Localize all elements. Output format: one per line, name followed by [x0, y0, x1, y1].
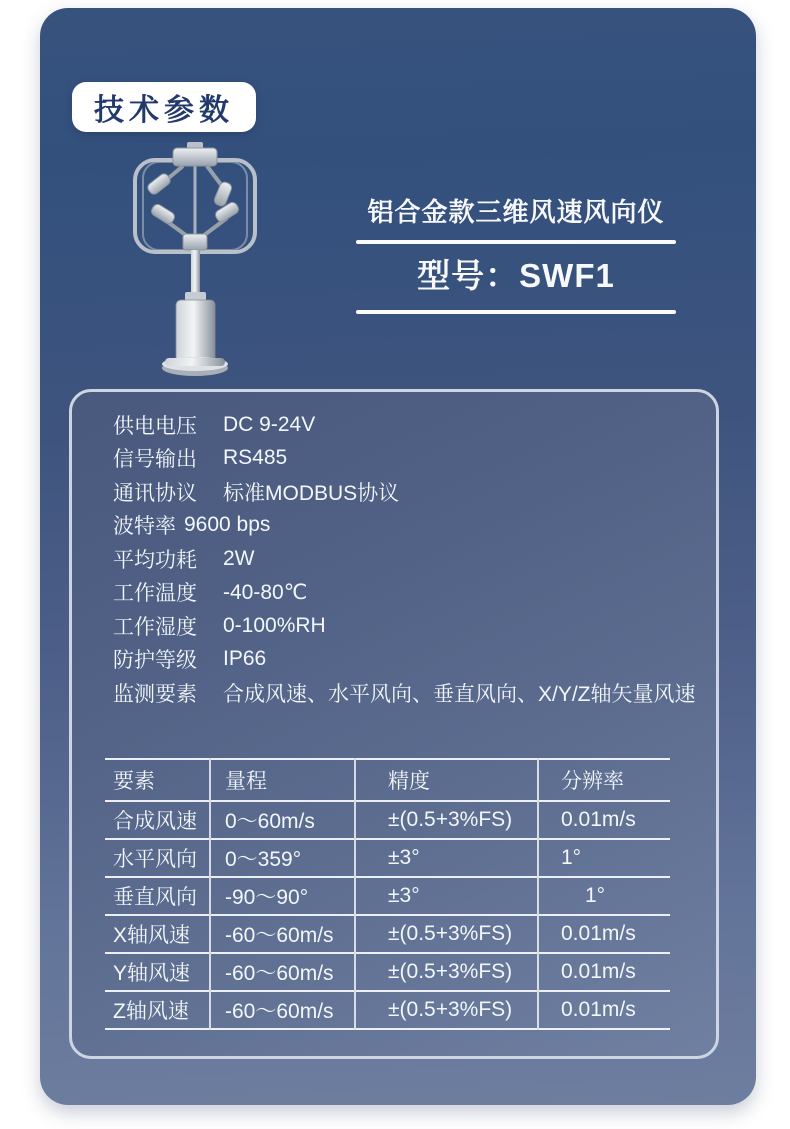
table-cell: 0～359° — [210, 839, 355, 877]
table-cell: X轴风速 — [105, 915, 210, 953]
product-card — [40, 8, 756, 1105]
table-cell: 0～60m/s — [210, 801, 355, 839]
spec-value: 0-100%RH — [223, 613, 326, 637]
spec-label: 信号输出 — [113, 448, 197, 472]
spec-value: DC 9-24V — [223, 412, 316, 436]
spec-row-protocol — [113, 475, 696, 509]
spec-panel — [69, 389, 719, 1059]
column-header-element: 要素 — [105, 759, 210, 801]
spec-row-power — [113, 408, 696, 442]
anemometer-lower-joint — [183, 234, 207, 250]
column-header-accuracy: 精度 — [355, 759, 538, 801]
anemometer-top-mount — [173, 148, 217, 166]
anemometer-base-plate — [165, 358, 225, 366]
spec-value: 合成风速、水平风向、垂直风向、X/Y/Z轴矢量风速 — [223, 682, 696, 706]
spec-value: 标准MODBUS协议 — [223, 481, 400, 505]
spec-value: 2W — [223, 546, 255, 570]
table-row — [105, 953, 670, 991]
table-cell: Y轴风速 — [105, 953, 210, 991]
spec-row-operating-temperature — [113, 576, 696, 610]
spec-label: 防护等级 — [113, 649, 197, 673]
divider-bottom — [356, 310, 676, 314]
table-cell: -90～90° — [210, 877, 355, 915]
spec-label: 供电电压 — [113, 414, 197, 438]
product-model: 型号：SWF1 — [417, 257, 615, 294]
title-block — [356, 196, 676, 314]
product-name: 铝合金款三维风速风向仪 — [367, 197, 665, 227]
spec-label: 工作湿度 — [113, 615, 197, 639]
anemometer-transducer-heads — [146, 172, 241, 226]
spec-label: 平均功耗 — [113, 548, 197, 572]
table-cell: ±3° — [355, 839, 538, 877]
table-cell: 合成风速 — [105, 801, 210, 839]
spec-value: RS485 — [223, 446, 288, 470]
table-cell: -60～60m/s — [210, 991, 355, 1029]
table-cell: 0.01m/s — [561, 808, 636, 831]
divider-top — [356, 240, 676, 244]
product-photo — [95, 140, 295, 378]
spec-row-power-consumption — [113, 542, 696, 576]
spec-label: 通讯协议 — [113, 481, 197, 505]
spec-value: -40-80℃ — [223, 580, 308, 604]
table-cell: Z轴风速 — [105, 991, 210, 1029]
anemometer-stem — [191, 250, 200, 298]
spec-row-baud-rate — [113, 509, 696, 543]
spec-value: 9600 bps — [184, 513, 271, 537]
table-cell: ±3° — [355, 877, 538, 915]
table-cell: ±(0.5+3%FS) — [355, 801, 538, 839]
table-row — [105, 915, 670, 953]
table-row — [105, 839, 670, 877]
table-cell: -60～60m/s — [210, 953, 355, 991]
column-header-resolution: 分辨率 — [561, 770, 624, 793]
table-cell: 1° — [561, 846, 582, 869]
table-row — [105, 991, 670, 1029]
table-cell: ±(0.5+3%FS) — [355, 915, 538, 953]
anemometer-body — [176, 300, 215, 362]
table-cell: 0.01m/s — [561, 998, 636, 1021]
spec-table — [105, 758, 670, 1030]
spec-row-monitored-elements — [113, 676, 696, 710]
table-cell: ±(0.5+3%FS) — [355, 953, 538, 991]
table-cell: 0.01m/s — [561, 922, 636, 945]
column-header-range: 量程 — [210, 759, 355, 801]
table-cell: ±(0.5+3%FS) — [355, 991, 538, 1029]
tech-params-badge-label: 技术参数 — [94, 94, 234, 127]
tech-params-badge — [72, 82, 256, 132]
table-cell: 垂直风向 — [105, 877, 210, 915]
table-cell: -60～60m/s — [210, 915, 355, 953]
table-cell: 1° — [585, 884, 606, 907]
spec-row-operating-humidity — [113, 609, 696, 643]
table-cell: 0.01m/s — [561, 960, 636, 983]
table-header-row — [105, 759, 670, 801]
table-row — [105, 877, 670, 915]
spec-label: 监测要素 — [113, 682, 197, 706]
table-cell: 水平风向 — [105, 839, 210, 877]
table-row — [105, 801, 670, 839]
spec-list — [113, 408, 696, 710]
spec-row-protection-rating — [113, 643, 696, 677]
spec-label: 波特率 — [113, 515, 176, 539]
spec-row-signal-output — [113, 442, 696, 476]
spec-label: 工作温度 — [113, 582, 197, 606]
spec-value: IP66 — [223, 647, 267, 671]
